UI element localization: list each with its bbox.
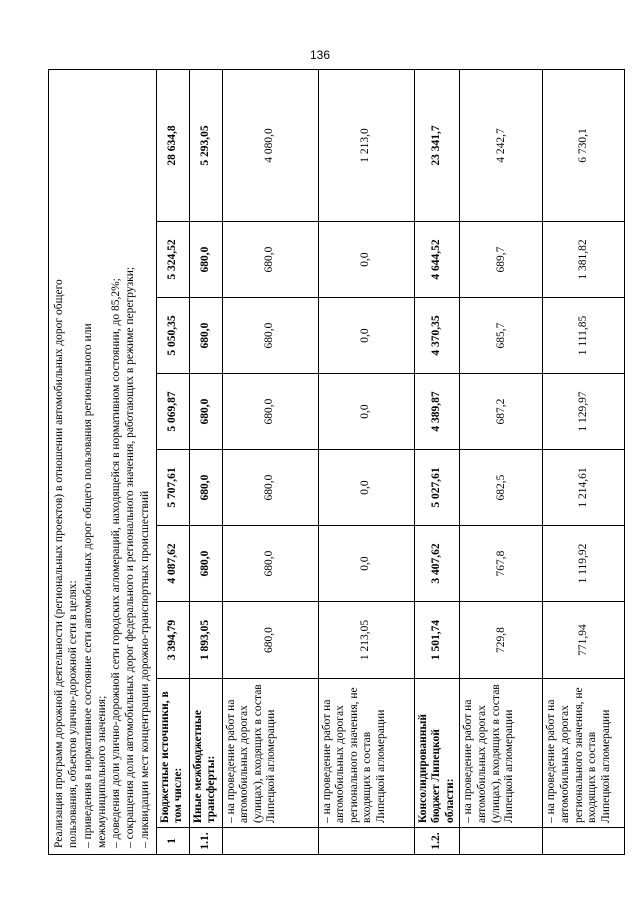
value-cell: 1 111,85 — [543, 298, 625, 374]
value-cell: 1 119,92 — [543, 526, 625, 602]
value-cell: 771,94 — [543, 602, 625, 679]
row-number: 1 — [156, 828, 189, 855]
total-cell: 5 293,05 — [189, 69, 222, 221]
value-cell: 689,7 — [460, 222, 543, 298]
row-label: – на проведение работ на автомобильных дорогах (улицах), входящих в состав Липецкой агломерации — [222, 679, 318, 828]
table-row — [543, 69, 625, 854]
value-cell: 0,0 — [318, 526, 414, 602]
total-cell: 1 213,0 — [318, 69, 414, 221]
table-row — [222, 69, 318, 854]
table-row — [460, 69, 543, 854]
row-number — [318, 828, 414, 855]
value-cell: 1 213,05 — [318, 602, 414, 679]
intro-line: – сокращения доли автомобильных дорог федерального и регионального значения, работающих в режиме перегрузки; — [124, 266, 137, 848]
value-cell: 0,0 — [318, 298, 414, 374]
value-cell: 680,0 — [189, 374, 222, 450]
value-cell: 4 389,87 — [414, 374, 460, 450]
intro-line: – приведения в нормативное состояние сети автомобильных дорог общего пользования регионального или — [81, 323, 94, 848]
row-number — [460, 828, 543, 855]
intro-line: – ликвидации мест концентрации дорожно-транспортных происшествий — [138, 490, 151, 848]
value-cell: 680,0 — [189, 526, 222, 602]
value-cell: 687,2 — [460, 374, 543, 450]
table-row — [414, 69, 460, 854]
value-cell: 680,0 — [222, 374, 318, 450]
intro-line: Реализация программ дорожной деятельности (региональных проектов) в отношении автомобильных дорог общего — [53, 279, 65, 848]
intro-line: – доведения доли улично-дорожной сети городских агломераций, находящейся в нормативном состоянии, до 85,2%; — [110, 278, 122, 848]
row-label: – на проведение работ на автомобильных дорогах регионального значения, не входящих в состав Липецкой агломерации — [318, 679, 414, 828]
row-number: 1.2. — [414, 828, 460, 855]
value-cell: 729,8 — [460, 602, 543, 679]
page-number: 136 — [309, 48, 331, 62]
total-cell: 28 634,8 — [156, 69, 189, 221]
value-cell: 682,5 — [460, 450, 543, 526]
value-cell: 5 027,61 — [414, 450, 460, 526]
value-cell: 680,0 — [189, 222, 222, 298]
value-cell: 680,0 — [189, 298, 222, 374]
total-cell: 4 080,0 — [222, 69, 318, 221]
table-row — [189, 69, 222, 854]
value-cell: 5 069,87 — [156, 374, 189, 450]
value-cell: 680,0 — [222, 298, 318, 374]
budget-table — [48, 69, 625, 855]
value-cell: 1 501,74 — [414, 602, 460, 679]
value-cell: 0,0 — [318, 222, 414, 298]
row-label: Консолидированный бюджет Липецкой области: — [414, 679, 460, 828]
value-cell: 3 407,62 — [414, 526, 460, 602]
value-cell: 4 087,62 — [156, 526, 189, 602]
value-cell: 680,0 — [222, 602, 318, 679]
value-cell: 1 893,05 — [189, 602, 222, 679]
value-cell: 685,7 — [460, 298, 543, 374]
rotated-content — [48, 70, 612, 855]
value-cell: 5 707,61 — [156, 450, 189, 526]
value-cell: 3 394,79 — [156, 602, 189, 679]
value-cell: 4 370,35 — [414, 298, 460, 374]
value-cell: 0,0 — [318, 450, 414, 526]
value-cell: 4 644,52 — [414, 222, 460, 298]
intro-line: межмуниципального значения; — [95, 695, 108, 848]
intro-cell — [49, 69, 157, 854]
value-cell: 5 324,52 — [156, 222, 189, 298]
value-cell: 0,0 — [318, 374, 414, 450]
row-label: – на проведение работ на автомобильных дорогах регионального значения, не входящих в состав Липецкой агломерации — [543, 679, 625, 828]
table-row — [318, 69, 414, 854]
value-cell: 5 050,35 — [156, 298, 189, 374]
row-label: Бюджетные источники, в том числе: — [156, 679, 189, 828]
value-cell: 1 129,97 — [543, 374, 625, 450]
value-cell: 1 214,61 — [543, 450, 625, 526]
row-number — [543, 828, 625, 855]
intro-row — [49, 69, 157, 854]
row-number: 1.1. — [189, 828, 222, 855]
value-cell: 1 381,82 — [543, 222, 625, 298]
row-label: – на проведение работ на автомобильных дорогах (улицах), входящих в состав Липецкой агломерации — [460, 679, 543, 828]
value-cell: 680,0 — [222, 222, 318, 298]
total-cell: 23 341,7 — [414, 69, 460, 221]
row-number — [222, 828, 318, 855]
value-cell: 680,0 — [189, 450, 222, 526]
table-row — [156, 69, 189, 854]
value-cell: 767,8 — [460, 526, 543, 602]
value-cell: 680,0 — [222, 450, 318, 526]
total-cell: 6 730,1 — [543, 69, 625, 221]
value-cell: 680,0 — [222, 526, 318, 602]
row-label: Иные межбюджетные трансферты: — [189, 679, 222, 828]
intro-line: пользования, объектов улично-дорожной сети в целях: — [67, 580, 80, 848]
total-cell: 4 242,7 — [460, 69, 543, 221]
